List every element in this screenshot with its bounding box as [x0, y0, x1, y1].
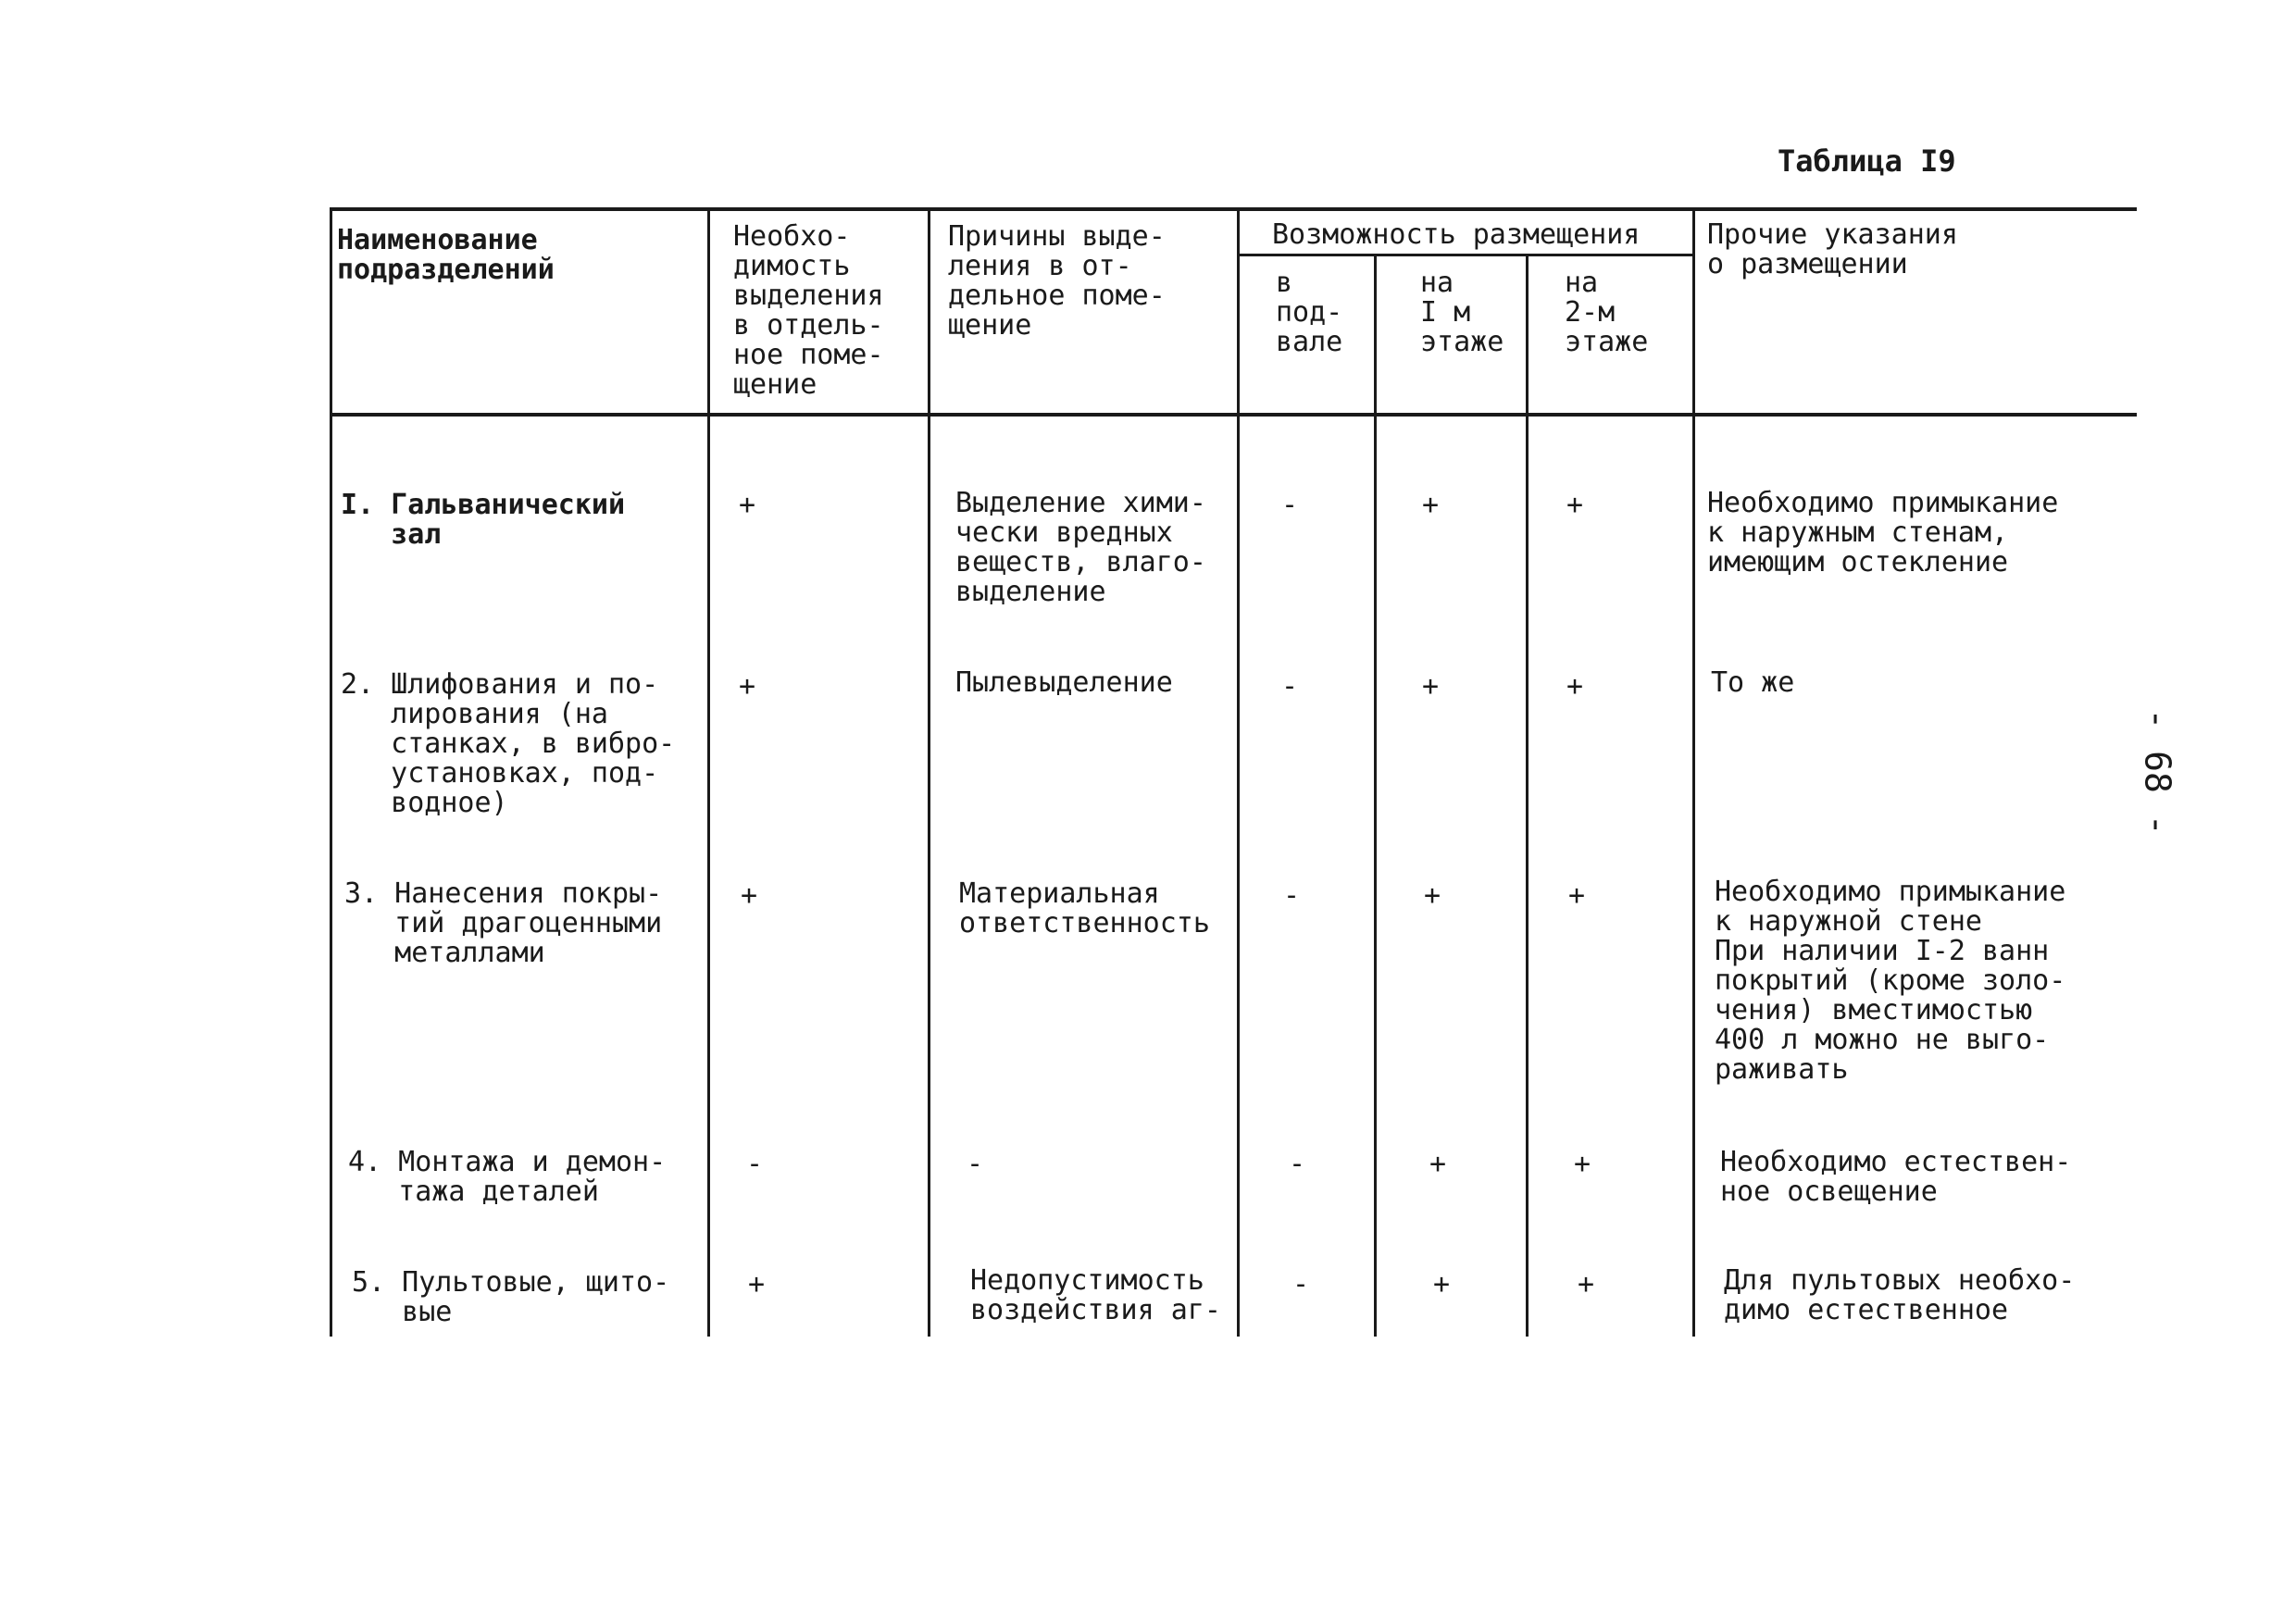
top-border	[330, 207, 2137, 211]
row-2-floor-2: +	[1566, 670, 1584, 703]
header-basement: в под- вале	[1276, 267, 1343, 358]
header-floor-1: на I м этаже	[1420, 267, 1504, 358]
header-other-notes: Прочие указания о размещении	[1707, 218, 1958, 280]
row-5-name: 5. Пультовые, щито- вые	[352, 1266, 670, 1328]
row-1-floor-2: +	[1566, 489, 1584, 521]
row-1-need: +	[739, 489, 756, 521]
col-border-2	[928, 207, 930, 1337]
row-2-basement: -	[1281, 670, 1299, 703]
row-4-need: -	[746, 1148, 764, 1180]
row-4-floor-2: +	[1574, 1148, 1591, 1180]
row-3-floor-2: +	[1568, 879, 1586, 912]
row-5-need: +	[748, 1268, 766, 1300]
table-caption: Таблица I9	[1778, 143, 1956, 179]
row-3-floor-1: +	[1424, 879, 1441, 912]
row-4-reason: -	[967, 1148, 984, 1180]
col-border-6	[1692, 207, 1695, 1337]
row-3-name: 3. Нанесения покры- тий драгоценными металлами	[344, 877, 663, 969]
header-floor-2: на 2-м этаже	[1565, 267, 1649, 358]
group-underline	[1237, 254, 1694, 256]
row-5-floor-2: +	[1578, 1268, 1595, 1300]
row-3-need: +	[741, 879, 758, 912]
col-border-1	[707, 207, 710, 1337]
row-4-name: 4. Монтажа и демон- тажа деталей	[348, 1146, 667, 1208]
col-border-5	[1526, 254, 1529, 1337]
row-1-basement: -	[1281, 489, 1299, 521]
row-2-name: 2. Шлифования и по- лирования (на станках, в вибро- установках, под- водное)	[341, 668, 676, 819]
row-2-reason: Пылевыделение	[955, 666, 1173, 699]
col-border-4	[1374, 254, 1377, 1337]
row-4-basement: -	[1289, 1148, 1306, 1180]
header-placement-group: Возможность размещения	[1272, 218, 1641, 251]
page-number: - 68 -	[2137, 708, 2178, 836]
row-5-basement: -	[1292, 1268, 1310, 1300]
header-need-separate-room: Необхо- димость выделения в отдель- ное поме- щение	[733, 220, 884, 401]
col-border-0	[330, 207, 332, 1337]
row-5-notes: Для пультовых необхо- димо естественное	[1724, 1264, 2076, 1326]
row-3-basement: -	[1283, 879, 1301, 912]
row-3-notes: Необходимо примыкание к наружной стене При наличии I-2 ванн покрытий (кроме золо- чения) вместимостью 400 л можно не выго- раживать	[1715, 876, 2066, 1086]
row-1-reason: Выделение хими- чески вредных веществ, влаго- выделение	[955, 487, 1206, 608]
row-1-floor-1: +	[1422, 489, 1440, 521]
row-3-reason: Материальная ответственность	[959, 877, 1210, 939]
header-reasons: Причины выде- ления в от- дельное поме- щение	[948, 220, 1166, 342]
row-4-floor-1: +	[1429, 1148, 1447, 1180]
row-2-notes: То же	[1711, 666, 1795, 699]
row-1-notes: Необходимо примыкание к наружным стенам, имеющим остекление	[1707, 487, 2059, 578]
row-1-name: I. Гальванический зал	[341, 489, 626, 551]
header-bottom-border	[330, 413, 2137, 417]
row-5-reason: Недопустимость воздействия аг-	[970, 1264, 1221, 1326]
header-division-name: Наименование подразделений	[337, 224, 555, 286]
row-2-floor-1: +	[1422, 670, 1440, 703]
row-5-floor-1: +	[1433, 1268, 1451, 1300]
row-2-need: +	[739, 670, 756, 703]
col-border-3	[1237, 207, 1240, 1337]
row-4-notes: Необходимо естествен- ное освещение	[1720, 1146, 2072, 1208]
